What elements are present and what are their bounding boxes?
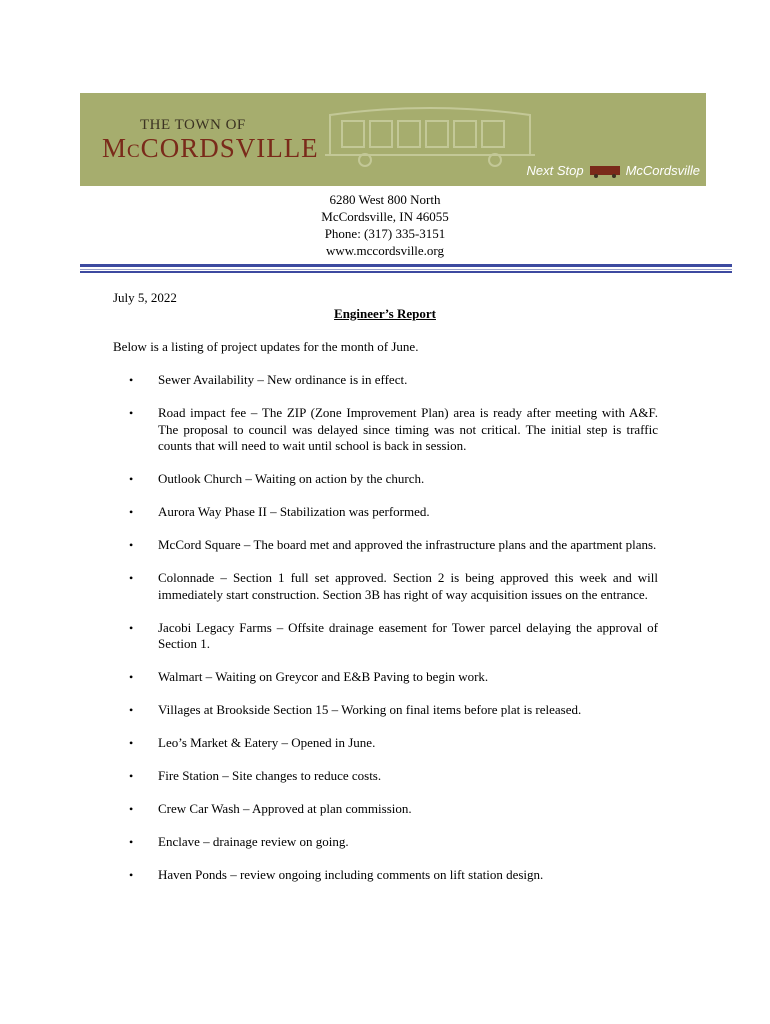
bullet-icon: • (129, 802, 134, 816)
report-intro: Below is a listing of project updates for the month of June. (113, 339, 419, 354)
list-item (113, 405, 658, 455)
bullet-icon: • (129, 406, 134, 420)
bullet-icon: • (129, 835, 134, 849)
address-phone: Phone: (317) 335-3151 (324, 226, 446, 241)
logo-small-text: THE TOWN OF (140, 117, 246, 133)
bullet-icon: • (129, 703, 134, 717)
list-item-text: Sewer Availability – New ordinance is in effect. (158, 372, 408, 387)
tagline-right: McCordsville (625, 163, 700, 178)
list-item-text: Outlook Church – Waiting on action by the church. (158, 471, 425, 486)
report-date: July 5, 2022 (113, 290, 177, 305)
list-item-text: Jacobi Legacy Farms – Offsite drainage easement for Tower parcel delaying the approval of Section 1. (158, 619, 658, 651)
divider-rule (80, 264, 732, 267)
list-item (113, 372, 658, 389)
list-item (113, 504, 658, 521)
list-item (113, 570, 658, 603)
project-update-list (113, 372, 658, 900)
tagline-left: Next Stop (526, 163, 584, 178)
list-item-text: Aurora Way Phase II – Stabilization was performed. (158, 504, 430, 519)
address-web[interactable]: www.mccordsville.org (325, 243, 445, 258)
list-item (113, 471, 658, 488)
trolley-icon (320, 105, 540, 167)
bullet-icon: • (129, 620, 134, 635)
list-item (113, 834, 658, 851)
list-item-text: Fire Station – Site changes to reduce costs. (158, 768, 382, 783)
bullet-icon: • (129, 736, 134, 750)
header-banner (80, 93, 706, 186)
small-trolley-icon (588, 164, 622, 178)
bullet-icon: • (129, 868, 134, 882)
address-block (0, 191, 770, 259)
report-title: Engineer’s Report (334, 306, 436, 321)
list-item-text: Colonnade – Section 1 full set approved. Section 2 is being approved this week and will immediately start construction. Section 3B has right of way acquisition issues on the entrance. (158, 570, 658, 602)
bullet-icon: • (129, 769, 134, 783)
list-item-text: Road impact fee – The ZIP (Zone Improvement Plan) area is ready after meeting with A&F. The proposal to council was delayed since timing was not critical. The initial step is traffic counts that will need to wait until school is back in session. (158, 405, 658, 453)
tagline (527, 163, 701, 178)
bullet-icon: • (129, 373, 134, 387)
list-item-text: Villages at Brookside Section 15 – Working on final items before plat is released. (158, 702, 582, 717)
divider-rule-thin (80, 269, 732, 270)
list-item-text: Crew Car Wash – Approved at plan commission. (158, 801, 412, 816)
list-item (113, 669, 658, 686)
address-street: 6280 West 800 North (329, 192, 441, 207)
list-item-text: Walmart – Waiting on Greycor and E&B Paving to begin work. (158, 669, 489, 684)
list-item-text: McCord Square – The board met and approved the infrastructure plans and the apartment plans. (158, 537, 657, 552)
list-item-text: Enclave – drainage review on going. (158, 834, 349, 849)
bullet-icon: • (129, 571, 134, 585)
list-item-text: Haven Ponds – review ongoing including comments on lift station design. (158, 867, 544, 882)
list-item (113, 801, 658, 818)
address-city: McCordsville, IN 46055 (321, 209, 449, 224)
list-item (113, 867, 658, 884)
list-item (113, 735, 658, 752)
bullet-icon: • (129, 538, 134, 552)
bullet-icon: • (129, 670, 134, 684)
list-item (113, 620, 658, 653)
list-item-text: Leo’s Market & Eatery – Opened in June. (158, 735, 376, 750)
list-item (113, 702, 658, 719)
bullet-icon: • (129, 505, 134, 519)
logo-town-name: McCORDSVILLE (102, 133, 319, 163)
divider-rule-bottom (80, 271, 732, 273)
list-item (113, 537, 658, 554)
list-item (113, 768, 658, 785)
bullet-icon: • (129, 472, 134, 486)
